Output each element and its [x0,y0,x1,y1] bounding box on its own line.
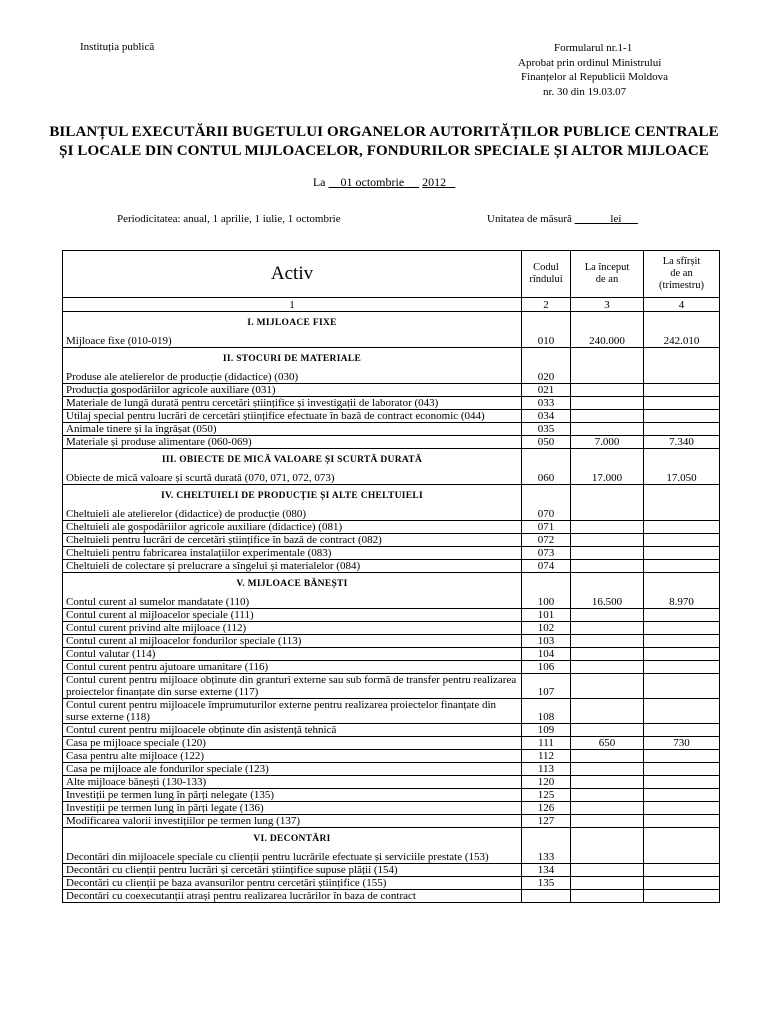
row-name: Contul curent pentru ajutoare umanitare (116) [63,661,522,674]
row-name: Cheltuieli pentru fabricarea instalațiilor experimentale (083) [63,547,522,560]
section-title: II. STOCURI DE MATERIALE [222,354,362,364]
row-start [571,661,644,674]
row-name: VI. DECONTĂRI Decontări din mijloacele speciale cu clienții pentru lucrările efectuate și serviciile prestate (153) [63,828,522,864]
row-code: 111 [522,737,571,750]
row-name: Utilaj special pentru lucrări de cercetări științifice efectuate în bază de contract economic (044) [63,410,522,423]
row-name: Casa pentru alte mijloace (122) [63,750,522,763]
table-row [63,802,720,815]
table-row [63,877,720,890]
table-row [63,547,720,560]
row-start [571,815,644,828]
table-row [63,648,720,661]
table-header-row [63,251,720,298]
table-row [63,573,720,609]
row-name: Casa pe mijloace ale fondurilor speciale (123) [63,763,522,776]
row-start [571,648,644,661]
row-end [644,609,720,622]
end-period-header: La sfîrșit de an (trimestru) [644,251,720,298]
row-end [644,864,720,877]
form-number: Formularul nr.1-1 [554,42,633,54]
table-row [63,384,720,397]
row-end [644,763,720,776]
row-end [644,877,720,890]
table-row [63,534,720,547]
code-header: Codul rîndului [522,251,571,298]
row-start [571,674,644,699]
row-name: Contul curent al mijloacelor fondurilor speciale (113) [63,635,522,648]
row-code: 103 [522,635,571,648]
table-row [63,674,720,699]
title-line-1: BILANȚUL EXECUTĂRII BUGETULUI ORGANELOR AUTORITĂȚILOR PUBLICE CENTRALE [49,124,719,140]
row-code: 035 [522,423,571,436]
institution-label: Instituția publică [80,41,155,53]
column-number: 4 [644,298,720,312]
row-start [571,609,644,622]
row-start [571,635,644,648]
table-row [63,890,720,903]
document-title [0,123,768,161]
row-start [571,750,644,763]
table-row [63,397,720,410]
row-code: 126 [522,802,571,815]
date-year: 2012 [422,175,447,189]
row-name: Investiții pe termen lung în părți legate (136) [63,802,522,815]
row-start [571,534,644,547]
table-row [63,622,720,635]
row-end [644,789,720,802]
table-row [63,609,720,622]
form-order-number: nr. 30 din 19.03.07 [543,85,627,98]
periodicity: Periodicitatea: anual, 1 aprilie, 1 iulie, 1 octombrie [117,213,341,225]
row-end [644,648,720,661]
row-code: 050 [522,436,571,449]
table-row [63,737,720,750]
measure-unit: Unitatea de măsură lei [487,213,622,225]
row-start: 240.000 [571,312,644,348]
row-end [644,674,720,699]
row-code: 073 [522,547,571,560]
row-code: 109 [522,724,571,737]
section-title: VI. DECONTĂRI [253,834,331,844]
column-number: 2 [522,298,571,312]
row-code: 072 [522,534,571,547]
table-row [63,776,720,789]
table-row [63,828,720,864]
table-row [63,661,720,674]
row-code: 070 [522,485,571,521]
table-row [63,815,720,828]
row-code: 074 [522,560,571,573]
row-start [571,521,644,534]
row-name: IV. CHELTUIELI DE PRODUCȚIE ȘI ALTE CHELTUIELI Cheltuieli ale atelierelor (didactice) de producție (080) [63,485,522,521]
row-name: Contul curent al mijloacelor speciale (111) [63,609,522,622]
row-start [571,410,644,423]
row-end [644,699,720,724]
row-code: 108 [522,699,571,724]
table-row [63,521,720,534]
row-code: 020 [522,348,571,384]
row-name: Cheltuieli pentru lucrări de cercetări științifice în bază de contract (082) [63,534,522,547]
row-end [644,397,720,410]
row-name: II. STOCURI DE MATERIALE Produse ale atelierelor de producție (didactice) (030) [63,348,522,384]
report-date [0,175,768,190]
row-start [571,348,644,384]
row-end [644,547,720,560]
form-approval: Aprobat prin ordinul Ministrului [518,56,662,69]
row-name: Contul curent privind alte mijloace (112) [63,622,522,635]
row-end: 7.340 [644,436,720,449]
row-start [571,560,644,573]
row-start [571,776,644,789]
row-name: Cheltuieli de colectare și prelucrare a sîngelui și materialelor (084) [63,560,522,573]
row-start: 17.000 [571,449,644,485]
row-code: 033 [522,397,571,410]
row-end [644,750,720,763]
row-name: V. MIJLOACE BĂNEȘTI Contul curent al sumelor mandatate (110) [63,573,522,609]
row-start [571,423,644,436]
row-name: Alte mijloace bănești (130-133) [63,776,522,789]
row-name: Cheltuieli ale gospodăriilor agricole auxiliare (didactice) (081) [63,521,522,534]
row-code: 102 [522,622,571,635]
table-row [63,789,720,802]
row-name: Casa pe mijloace speciale (120) [63,737,522,750]
section-title: V. MIJLOACE BĂNEȘTI [236,579,348,589]
row-start [571,864,644,877]
form-reference [518,41,668,99]
row-code: 100 [522,573,571,609]
date-value: 01 octombrie [340,175,405,189]
row-end [644,622,720,635]
row-code: 060 [522,449,571,485]
start-year-header: La început de an [571,251,644,298]
table-row [63,348,720,384]
row-code: 107 [522,674,571,699]
row-code: 021 [522,384,571,397]
row-name: Materiale și produse alimentare (060-069) [63,436,522,449]
balance-table [62,250,720,903]
form-ministry: Finanțelor al Republicii Moldova [521,71,668,83]
row-code: 125 [522,789,571,802]
row-start [571,877,644,890]
row-code: 113 [522,763,571,776]
table-row [63,436,720,449]
row-end [644,384,720,397]
row-start [571,890,644,903]
activ-header: Activ [63,251,522,298]
section-title: IV. CHELTUIELI DE PRODUCȚIE ȘI ALTE CHELTUIELI [160,491,424,501]
row-end: 242.010 [644,312,720,348]
row-end: 8.970 [644,573,720,609]
date-prefix: La [312,175,326,189]
row-code: 134 [522,864,571,877]
row-end [644,423,720,436]
row-name: Investiții pe termen lung în părți nelegate (135) [63,789,522,802]
table-row [63,724,720,737]
row-code: 106 [522,661,571,674]
table-row [63,485,720,521]
column-number: 3 [571,298,644,312]
row-name: Decontări cu clienții pentru lucrări și cercetări științifice supuse plății (154) [63,864,522,877]
table-row [63,699,720,724]
row-start [571,397,644,410]
row-end [644,521,720,534]
row-end [644,348,720,384]
row-start [571,789,644,802]
row-end [644,776,720,789]
row-start [571,384,644,397]
row-code: 135 [522,877,571,890]
table-row [63,423,720,436]
row-end [644,890,720,903]
table-row [63,864,720,877]
row-end [644,802,720,815]
table-row [63,449,720,485]
row-name: Contul curent pentru mijloace obținute din granturi externe sau sub formă de transfer pentru realizarea proiectelor finanțate din surse externe (117) [63,674,522,699]
row-end [644,635,720,648]
table-row [63,410,720,423]
row-start [571,547,644,560]
table-row [63,635,720,648]
row-code [522,890,571,903]
row-name: Producția gospodăriilor agricole auxiliare (031) [63,384,522,397]
row-code: 133 [522,828,571,864]
row-start [571,763,644,776]
row-start: 16.500 [571,573,644,609]
row-name: Contul curent pentru mijloacele împrumuturilor externe pentru realizarea proiectelor finanțate din surse externe (118) [63,699,522,724]
row-code: 112 [522,750,571,763]
row-code: 071 [522,521,571,534]
row-end [644,828,720,864]
row-end [644,534,720,547]
measure-unit-value: lei [610,213,622,225]
title-line-2: ȘI LOCALE DIN CONTUL MIJLOACELOR, FONDURILOR SPECIALE ȘI ALTOR MIJLOACE [59,143,709,159]
column-number-row [63,298,720,312]
row-name: Decontări cu coexecutanții atrași pentru realizarea lucrărilor în baza de contract [63,890,522,903]
row-name: Contul curent pentru mijloacele obținute din asistență tehnică [63,724,522,737]
row-code: 010 [522,312,571,348]
row-start [571,622,644,635]
section-title: III. OBIECTE DE MICĂ VALOARE ȘI SCURTĂ DURATĂ [161,455,423,465]
row-name: Animale tinere și la îngrășat (050) [63,423,522,436]
row-name: Decontări cu clienții pe baza avansurilor pentru cercetări științifice (155) [63,877,522,890]
row-code: 101 [522,609,571,622]
row-code: 120 [522,776,571,789]
table-row [63,750,720,763]
row-start: 7.000 [571,436,644,449]
row-start [571,724,644,737]
row-start: 650 [571,737,644,750]
table-row [63,312,720,348]
row-start [571,802,644,815]
row-end: 17.050 [644,449,720,485]
row-code: 127 [522,815,571,828]
row-end [644,724,720,737]
row-code: 104 [522,648,571,661]
table-row [63,560,720,573]
row-end: 730 [644,737,720,750]
row-code: 034 [522,410,571,423]
row-name: III. OBIECTE DE MICĂ VALOARE ȘI SCURTĂ DURATĂ Obiecte de mică valoare și scurtă durată (070, 071, 072, 073) [63,449,522,485]
section-title: I. MIJLOACE FIXE [247,318,337,328]
row-name: Contul valutar (114) [63,648,522,661]
column-number: 1 [63,298,522,312]
row-name: Materiale de lungă durată pentru cercetări științifice și investigații de laborator (043) [63,397,522,410]
row-start [571,699,644,724]
row-end [644,815,720,828]
table-row [63,763,720,776]
row-name: Modificarea valorii investițiilor pe termen lung (137) [63,815,522,828]
row-end [644,661,720,674]
row-start [571,485,644,521]
row-end [644,485,720,521]
row-end [644,560,720,573]
row-name: I. MIJLOACE FIXE Mijloace fixe (010-019) [63,312,522,348]
row-end [644,410,720,423]
row-start [571,828,644,864]
